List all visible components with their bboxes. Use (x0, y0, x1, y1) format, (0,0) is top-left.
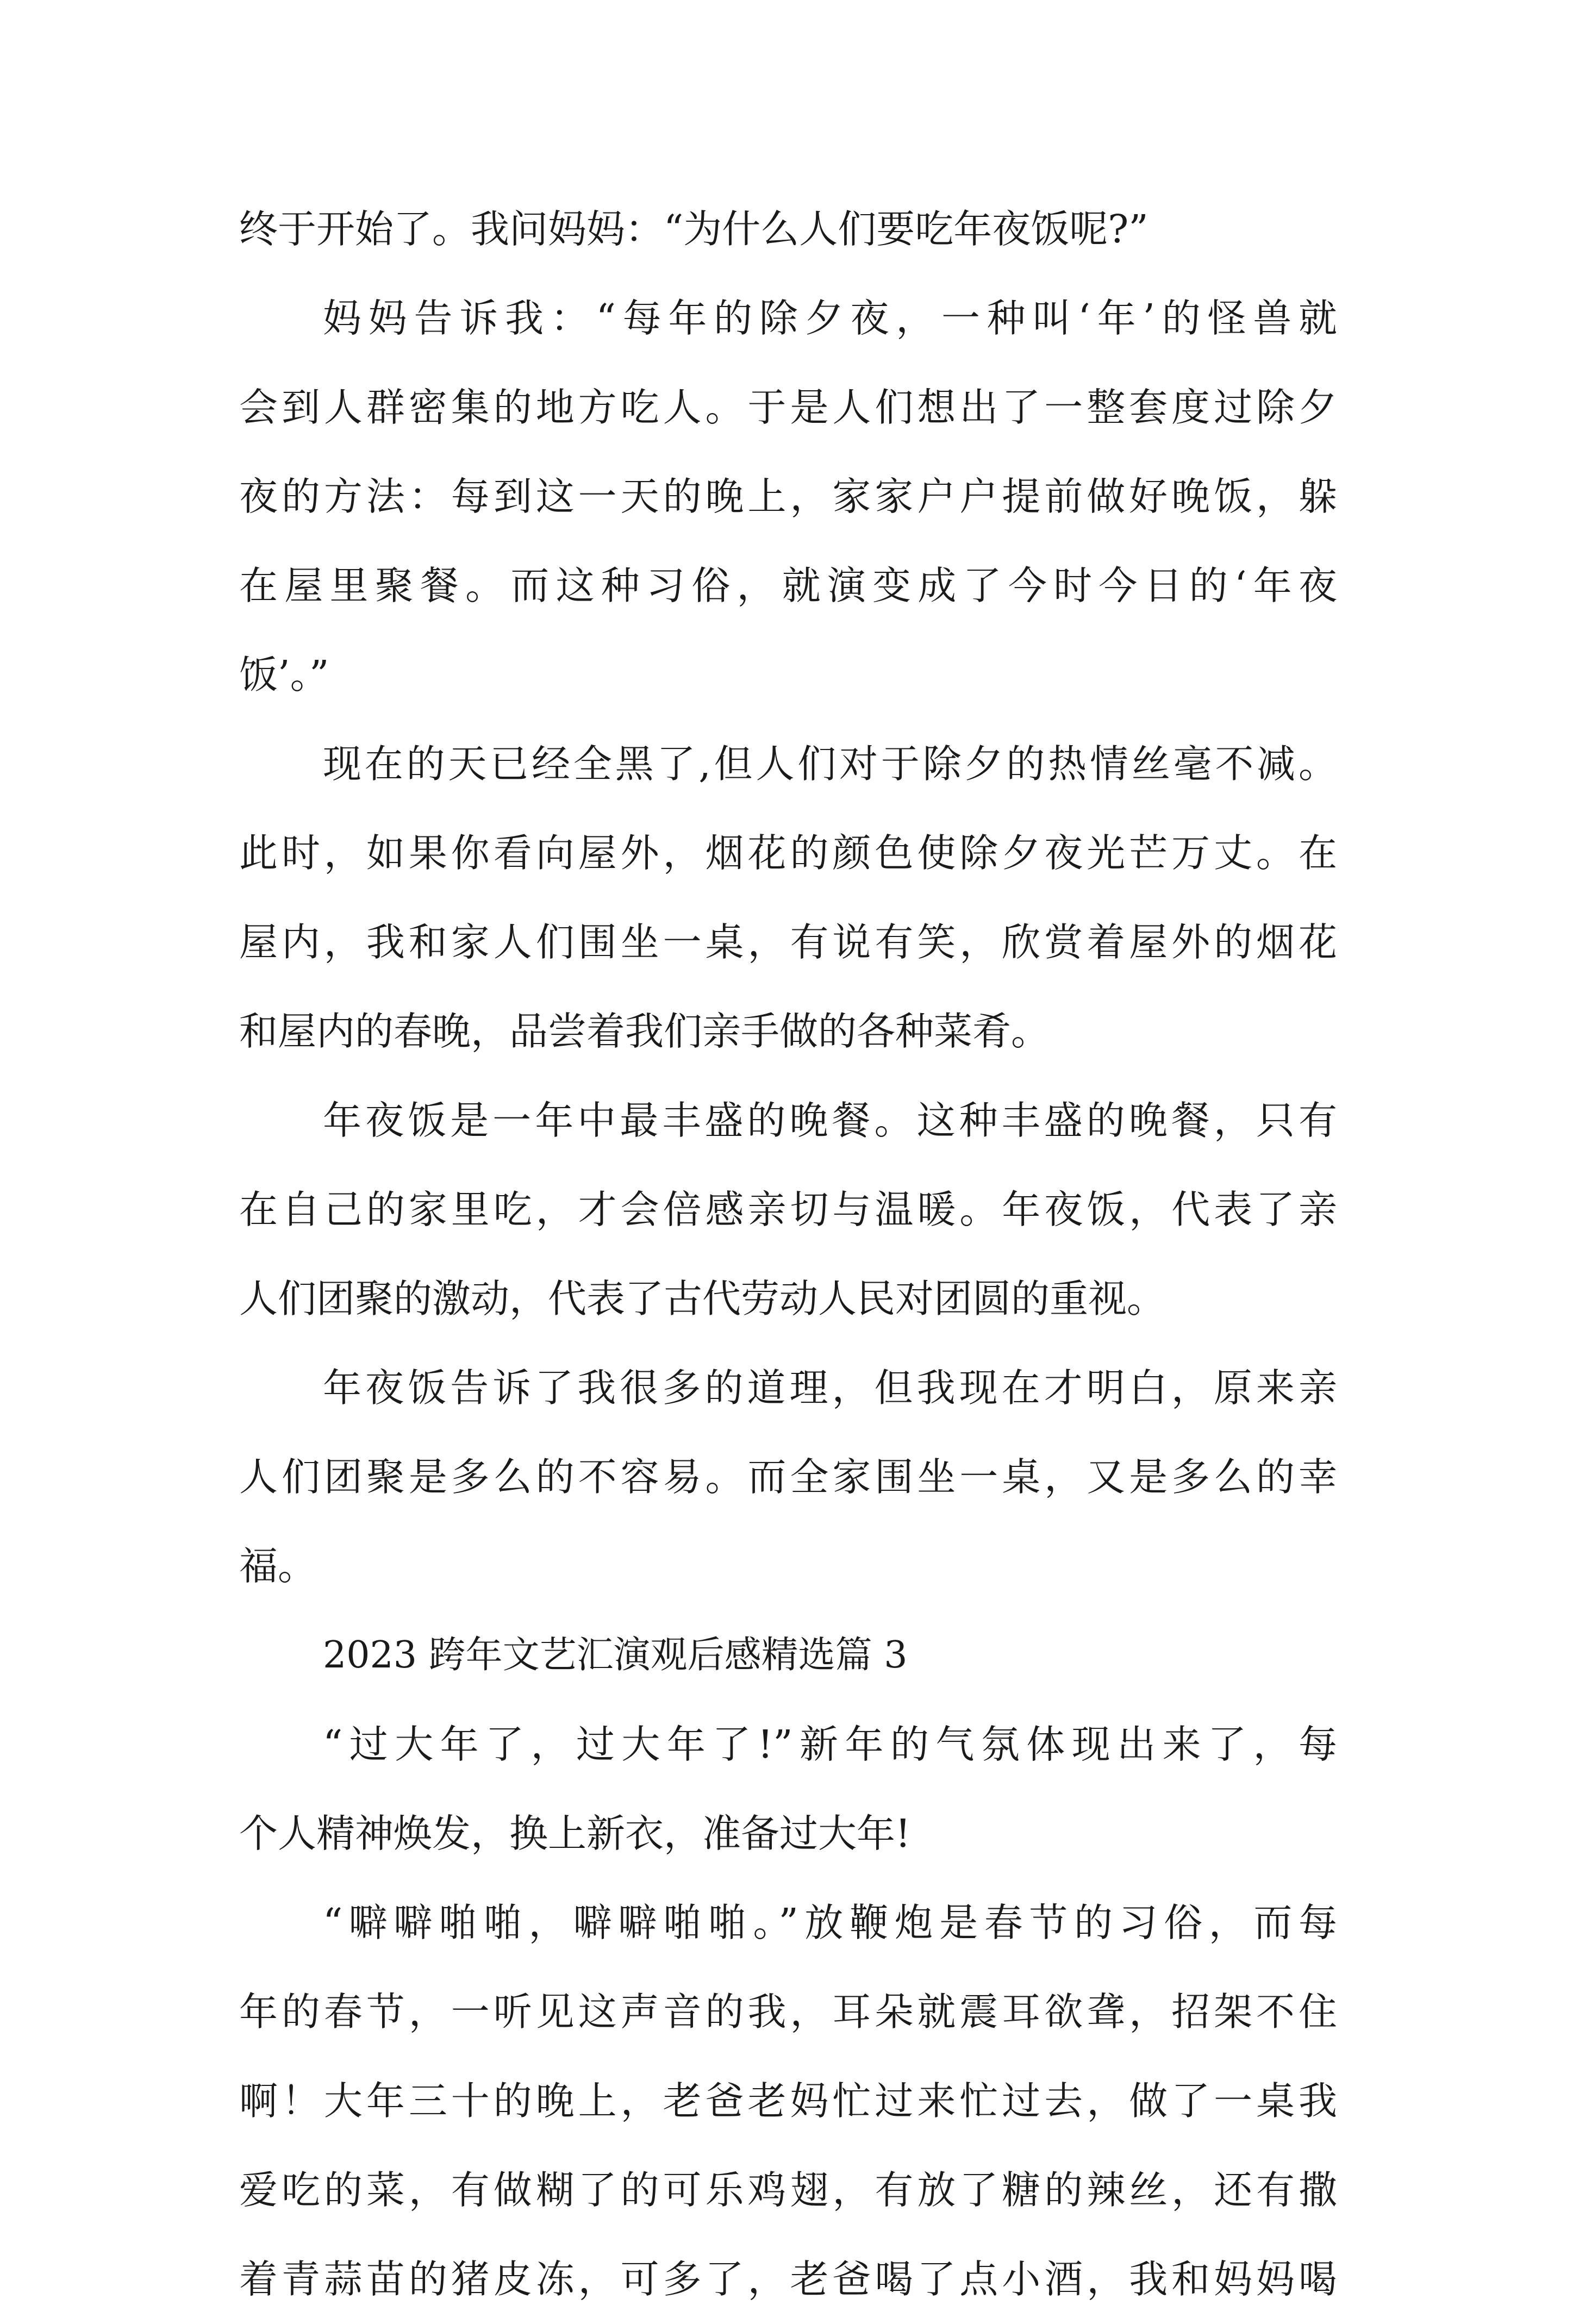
document-page (239, 185, 1337, 2324)
paragraph-start-line: “噼噼啪啪，噼噼啪啪。”放鞭炮是春节的习俗，而每 (323, 1900, 1337, 1945)
text-line: 此时，如果你看向屋外，烟花的颜色使除夕夜光芒万丈。在 (239, 830, 1337, 876)
text-line: 人们团聚的激动，代表了古代劳动人民对团圆的重视。 (239, 1276, 1166, 1321)
paragraph-start-line: 妈妈告诉我：“每年的除夕夜，一种叫‘年’的怪兽就 (323, 296, 1337, 341)
section-heading: 2023 跨年文艺汇演观后感精选篇 3 (323, 1634, 908, 1677)
paragraph-start-line: 年夜饭告诉了我很多的道理，但我现在才明白，原来亲 (323, 1365, 1337, 1410)
text-line: 在屋里聚餐。而这种习俗，就演变成了今时今日的‘年夜 (239, 563, 1337, 608)
text-line: 年的春节，一听见这声音的我，耳朵就震耳欲聋，招架不住 (239, 1989, 1337, 2034)
text-line: 和屋内的春晚，品尝着我们亲手做的各种菜肴。 (239, 1009, 1050, 1054)
paragraph-start-line: 年夜饭是一年中最丰盛的晚餐。这种丰盛的晚餐，只有 (323, 1098, 1337, 1143)
text-line: 饭’。” (239, 652, 329, 697)
text-line: 人们团聚是多么的不容易。而全家围坐一桌，又是多么的幸 (239, 1454, 1337, 1500)
text-line: 夜的方法：每到这一天的晚上，家家户户提前做好晚饭，躲 (239, 474, 1337, 519)
text-line: 个人精神焕发，换上新衣，准备过大年! (239, 1811, 911, 1856)
text-line: 福。 (239, 1544, 317, 1589)
text-line: 在自己的家里吃，才会倍感亲切与温暖。年夜饭，代表了亲 (239, 1187, 1337, 1232)
text-line: 爱吃的菜，有做糊了的可乐鸡翅，有放了糖的辣丝，还有撒 (239, 2167, 1337, 2213)
text-line: 屋内，我和家人们围坐一桌，有说有笑，欣赏着屋外的烟花 (239, 920, 1337, 965)
text-line: 终于开始了。我问妈妈：“为什么人们要吃年夜饭呢?” (239, 207, 1148, 252)
paragraph-start-line: 现在的天已经全黑了,但人们对于除夕的热情丝毫不减。 (323, 741, 1337, 786)
text-line: 着青蒜苗的猪皮冻，可多了，老爸喝了点小酒，我和妈妈喝 (239, 2257, 1337, 2302)
paragraph-start-line: “过大年了，过大年了!”新年的气氛体现出来了，每 (323, 1722, 1337, 1767)
text-line: 啊！大年三十的晚上，老爸老妈忙过来忙过去，做了一桌我 (239, 2078, 1337, 2123)
text-line: 会到人群密集的地方吃人。于是人们想出了一整套度过除夕 (239, 385, 1337, 430)
